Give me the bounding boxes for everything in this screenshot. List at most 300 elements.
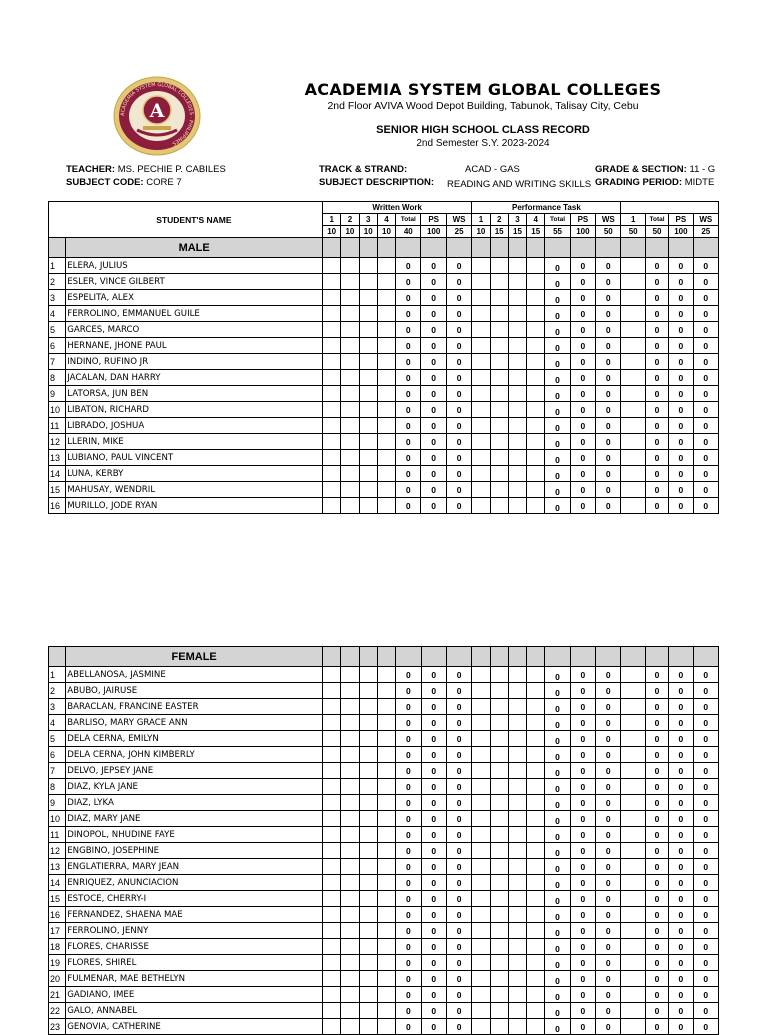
score-cell[interactable] bbox=[377, 370, 395, 386]
score-cell[interactable] bbox=[323, 843, 341, 859]
score-cell[interactable] bbox=[377, 498, 395, 514]
score-cell[interactable] bbox=[490, 354, 508, 370]
score-cell[interactable] bbox=[527, 795, 545, 811]
score-cell[interactable] bbox=[377, 386, 395, 402]
score-cell[interactable] bbox=[472, 923, 490, 939]
score-cell[interactable] bbox=[359, 306, 377, 322]
score-cell[interactable] bbox=[621, 891, 645, 907]
score-cell[interactable] bbox=[490, 322, 508, 338]
score-cell[interactable] bbox=[490, 875, 508, 891]
score-cell[interactable] bbox=[359, 811, 377, 827]
score-cell[interactable] bbox=[621, 274, 645, 290]
score-cell[interactable] bbox=[508, 955, 526, 971]
score-cell[interactable] bbox=[359, 859, 377, 875]
score-cell[interactable] bbox=[472, 731, 490, 747]
score-cell[interactable] bbox=[359, 875, 377, 891]
score-cell[interactable] bbox=[472, 907, 490, 923]
score-cell[interactable] bbox=[359, 939, 377, 955]
score-cell[interactable] bbox=[621, 747, 645, 763]
score-cell[interactable] bbox=[359, 290, 377, 306]
score-cell[interactable] bbox=[490, 370, 508, 386]
score-cell[interactable] bbox=[341, 907, 359, 923]
score-cell[interactable] bbox=[359, 322, 377, 338]
score-cell[interactable] bbox=[323, 891, 341, 907]
score-cell[interactable] bbox=[323, 811, 341, 827]
score-cell[interactable] bbox=[341, 779, 359, 795]
score-cell[interactable] bbox=[359, 418, 377, 434]
score-cell[interactable] bbox=[359, 370, 377, 386]
score-cell[interactable] bbox=[377, 907, 395, 923]
score-cell[interactable] bbox=[341, 370, 359, 386]
score-cell[interactable] bbox=[377, 482, 395, 498]
score-cell[interactable] bbox=[527, 354, 545, 370]
score-cell[interactable] bbox=[359, 955, 377, 971]
score-cell[interactable] bbox=[377, 779, 395, 795]
score-cell[interactable] bbox=[341, 1019, 359, 1035]
score-cell[interactable] bbox=[472, 763, 490, 779]
score-cell[interactable] bbox=[323, 498, 341, 514]
score-cell[interactable] bbox=[621, 466, 645, 482]
score-cell[interactable] bbox=[341, 731, 359, 747]
score-cell[interactable] bbox=[508, 434, 526, 450]
score-cell[interactable] bbox=[490, 1003, 508, 1019]
score-cell[interactable] bbox=[472, 955, 490, 971]
score-cell[interactable] bbox=[323, 1019, 341, 1035]
score-cell[interactable] bbox=[341, 859, 359, 875]
score-cell[interactable] bbox=[527, 939, 545, 955]
score-cell[interactable] bbox=[472, 450, 490, 466]
score-cell[interactable] bbox=[377, 667, 395, 683]
score-cell[interactable] bbox=[621, 699, 645, 715]
score-cell[interactable] bbox=[377, 306, 395, 322]
score-cell[interactable] bbox=[508, 1003, 526, 1019]
score-cell[interactable] bbox=[508, 795, 526, 811]
score-cell[interactable] bbox=[621, 418, 645, 434]
score-cell[interactable] bbox=[472, 875, 490, 891]
score-cell[interactable] bbox=[341, 386, 359, 402]
score-cell[interactable] bbox=[323, 418, 341, 434]
score-cell[interactable] bbox=[323, 466, 341, 482]
score-cell[interactable] bbox=[359, 731, 377, 747]
score-cell[interactable] bbox=[377, 955, 395, 971]
score-cell[interactable] bbox=[527, 683, 545, 699]
score-cell[interactable] bbox=[377, 354, 395, 370]
score-cell[interactable] bbox=[527, 875, 545, 891]
score-cell[interactable] bbox=[359, 482, 377, 498]
score-cell[interactable] bbox=[472, 370, 490, 386]
score-cell[interactable] bbox=[472, 498, 490, 514]
score-cell[interactable] bbox=[508, 763, 526, 779]
score-cell[interactable] bbox=[527, 891, 545, 907]
score-cell[interactable] bbox=[377, 290, 395, 306]
score-cell[interactable] bbox=[621, 322, 645, 338]
score-cell[interactable] bbox=[359, 386, 377, 402]
score-cell[interactable] bbox=[490, 971, 508, 987]
score-cell[interactable] bbox=[341, 274, 359, 290]
score-cell[interactable] bbox=[490, 763, 508, 779]
score-cell[interactable] bbox=[490, 699, 508, 715]
score-cell[interactable] bbox=[472, 683, 490, 699]
score-cell[interactable] bbox=[341, 667, 359, 683]
score-cell[interactable] bbox=[323, 667, 341, 683]
score-cell[interactable] bbox=[472, 1003, 490, 1019]
score-cell[interactable] bbox=[472, 354, 490, 370]
score-cell[interactable] bbox=[377, 811, 395, 827]
score-cell[interactable] bbox=[490, 683, 508, 699]
score-cell[interactable] bbox=[472, 827, 490, 843]
score-cell[interactable] bbox=[359, 1003, 377, 1019]
score-cell[interactable] bbox=[377, 402, 395, 418]
score-cell[interactable] bbox=[472, 891, 490, 907]
score-cell[interactable] bbox=[472, 715, 490, 731]
score-cell[interactable] bbox=[323, 450, 341, 466]
score-cell[interactable] bbox=[323, 923, 341, 939]
score-cell[interactable] bbox=[490, 827, 508, 843]
score-cell[interactable] bbox=[472, 306, 490, 322]
score-cell[interactable] bbox=[359, 891, 377, 907]
score-cell[interactable] bbox=[323, 386, 341, 402]
score-cell[interactable] bbox=[621, 354, 645, 370]
score-cell[interactable] bbox=[490, 386, 508, 402]
score-cell[interactable] bbox=[527, 498, 545, 514]
score-cell[interactable] bbox=[621, 875, 645, 891]
score-cell[interactable] bbox=[341, 683, 359, 699]
score-cell[interactable] bbox=[527, 971, 545, 987]
score-cell[interactable] bbox=[323, 779, 341, 795]
score-cell[interactable] bbox=[527, 306, 545, 322]
score-cell[interactable] bbox=[508, 715, 526, 731]
score-cell[interactable] bbox=[377, 939, 395, 955]
score-cell[interactable] bbox=[508, 939, 526, 955]
score-cell[interactable] bbox=[359, 699, 377, 715]
score-cell[interactable] bbox=[490, 466, 508, 482]
score-cell[interactable] bbox=[621, 434, 645, 450]
score-cell[interactable] bbox=[490, 306, 508, 322]
score-cell[interactable] bbox=[323, 370, 341, 386]
score-cell[interactable] bbox=[508, 450, 526, 466]
score-cell[interactable] bbox=[323, 290, 341, 306]
score-cell[interactable] bbox=[621, 306, 645, 322]
score-cell[interactable] bbox=[472, 811, 490, 827]
score-cell[interactable] bbox=[341, 875, 359, 891]
score-cell[interactable] bbox=[341, 450, 359, 466]
score-cell[interactable] bbox=[527, 1003, 545, 1019]
score-cell[interactable] bbox=[508, 258, 526, 274]
score-cell[interactable] bbox=[341, 715, 359, 731]
score-cell[interactable] bbox=[490, 795, 508, 811]
score-cell[interactable] bbox=[341, 971, 359, 987]
score-cell[interactable] bbox=[377, 859, 395, 875]
score-cell[interactable] bbox=[472, 482, 490, 498]
score-cell[interactable] bbox=[359, 338, 377, 354]
score-cell[interactable] bbox=[508, 338, 526, 354]
score-cell[interactable] bbox=[527, 763, 545, 779]
score-cell[interactable] bbox=[323, 939, 341, 955]
score-cell[interactable] bbox=[527, 450, 545, 466]
score-cell[interactable] bbox=[323, 434, 341, 450]
score-cell[interactable] bbox=[323, 258, 341, 274]
score-cell[interactable] bbox=[472, 466, 490, 482]
score-cell[interactable] bbox=[621, 827, 645, 843]
score-cell[interactable] bbox=[341, 498, 359, 514]
score-cell[interactable] bbox=[490, 434, 508, 450]
score-cell[interactable] bbox=[508, 306, 526, 322]
score-cell[interactable] bbox=[341, 322, 359, 338]
score-cell[interactable] bbox=[527, 290, 545, 306]
score-cell[interactable] bbox=[527, 779, 545, 795]
score-cell[interactable] bbox=[359, 274, 377, 290]
score-cell[interactable] bbox=[621, 667, 645, 683]
score-cell[interactable] bbox=[341, 482, 359, 498]
score-cell[interactable] bbox=[377, 747, 395, 763]
score-cell[interactable] bbox=[527, 987, 545, 1003]
score-cell[interactable] bbox=[490, 859, 508, 875]
score-cell[interactable] bbox=[508, 907, 526, 923]
score-cell[interactable] bbox=[508, 498, 526, 514]
score-cell[interactable] bbox=[527, 1019, 545, 1035]
score-cell[interactable] bbox=[490, 482, 508, 498]
score-cell[interactable] bbox=[508, 354, 526, 370]
score-cell[interactable] bbox=[341, 795, 359, 811]
score-cell[interactable] bbox=[341, 466, 359, 482]
score-cell[interactable] bbox=[527, 370, 545, 386]
score-cell[interactable] bbox=[490, 747, 508, 763]
score-cell[interactable] bbox=[508, 875, 526, 891]
score-cell[interactable] bbox=[323, 482, 341, 498]
score-cell[interactable] bbox=[323, 699, 341, 715]
score-cell[interactable] bbox=[508, 418, 526, 434]
score-cell[interactable] bbox=[341, 418, 359, 434]
score-cell[interactable] bbox=[377, 971, 395, 987]
score-cell[interactable] bbox=[323, 955, 341, 971]
score-cell[interactable] bbox=[341, 354, 359, 370]
score-cell[interactable] bbox=[490, 955, 508, 971]
score-cell[interactable] bbox=[621, 907, 645, 923]
score-cell[interactable] bbox=[377, 843, 395, 859]
score-cell[interactable] bbox=[490, 667, 508, 683]
score-cell[interactable] bbox=[621, 987, 645, 1003]
score-cell[interactable] bbox=[621, 498, 645, 514]
score-cell[interactable] bbox=[508, 731, 526, 747]
score-cell[interactable] bbox=[359, 971, 377, 987]
score-cell[interactable] bbox=[323, 827, 341, 843]
score-cell[interactable] bbox=[323, 1003, 341, 1019]
score-cell[interactable] bbox=[359, 715, 377, 731]
score-cell[interactable] bbox=[359, 779, 377, 795]
score-cell[interactable] bbox=[359, 843, 377, 859]
score-cell[interactable] bbox=[621, 763, 645, 779]
score-cell[interactable] bbox=[377, 715, 395, 731]
score-cell[interactable] bbox=[621, 955, 645, 971]
score-cell[interactable] bbox=[490, 258, 508, 274]
score-cell[interactable] bbox=[323, 402, 341, 418]
score-cell[interactable] bbox=[359, 450, 377, 466]
score-cell[interactable] bbox=[490, 779, 508, 795]
score-cell[interactable] bbox=[359, 747, 377, 763]
score-cell[interactable] bbox=[377, 891, 395, 907]
score-cell[interactable] bbox=[621, 370, 645, 386]
score-cell[interactable] bbox=[323, 354, 341, 370]
score-cell[interactable] bbox=[377, 1019, 395, 1035]
score-cell[interactable] bbox=[341, 402, 359, 418]
score-cell[interactable] bbox=[508, 971, 526, 987]
score-cell[interactable] bbox=[508, 402, 526, 418]
score-cell[interactable] bbox=[377, 418, 395, 434]
score-cell[interactable] bbox=[472, 971, 490, 987]
score-cell[interactable] bbox=[508, 466, 526, 482]
score-cell[interactable] bbox=[527, 747, 545, 763]
score-cell[interactable] bbox=[341, 843, 359, 859]
score-cell[interactable] bbox=[472, 338, 490, 354]
score-cell[interactable] bbox=[377, 338, 395, 354]
score-cell[interactable] bbox=[377, 731, 395, 747]
score-cell[interactable] bbox=[377, 322, 395, 338]
score-cell[interactable] bbox=[527, 827, 545, 843]
score-cell[interactable] bbox=[323, 274, 341, 290]
score-cell[interactable] bbox=[621, 258, 645, 274]
score-cell[interactable] bbox=[377, 923, 395, 939]
score-cell[interactable] bbox=[508, 699, 526, 715]
score-cell[interactable] bbox=[527, 731, 545, 747]
score-cell[interactable] bbox=[377, 434, 395, 450]
score-cell[interactable] bbox=[341, 987, 359, 1003]
score-cell[interactable] bbox=[508, 482, 526, 498]
score-cell[interactable] bbox=[341, 1003, 359, 1019]
score-cell[interactable] bbox=[527, 434, 545, 450]
score-cell[interactable] bbox=[359, 923, 377, 939]
score-cell[interactable] bbox=[527, 322, 545, 338]
score-cell[interactable] bbox=[359, 402, 377, 418]
score-cell[interactable] bbox=[527, 402, 545, 418]
score-cell[interactable] bbox=[359, 763, 377, 779]
score-cell[interactable] bbox=[341, 434, 359, 450]
score-cell[interactable] bbox=[621, 939, 645, 955]
score-cell[interactable] bbox=[621, 386, 645, 402]
score-cell[interactable] bbox=[508, 811, 526, 827]
score-cell[interactable] bbox=[377, 827, 395, 843]
score-cell[interactable] bbox=[527, 466, 545, 482]
score-cell[interactable] bbox=[527, 843, 545, 859]
score-cell[interactable] bbox=[323, 987, 341, 1003]
score-cell[interactable] bbox=[621, 811, 645, 827]
score-cell[interactable] bbox=[490, 290, 508, 306]
score-cell[interactable] bbox=[323, 683, 341, 699]
score-cell[interactable] bbox=[508, 891, 526, 907]
score-cell[interactable] bbox=[508, 274, 526, 290]
score-cell[interactable] bbox=[508, 322, 526, 338]
score-cell[interactable] bbox=[377, 699, 395, 715]
score-cell[interactable] bbox=[527, 923, 545, 939]
score-cell[interactable] bbox=[621, 859, 645, 875]
score-cell[interactable] bbox=[472, 779, 490, 795]
score-cell[interactable] bbox=[527, 482, 545, 498]
score-cell[interactable] bbox=[490, 715, 508, 731]
score-cell[interactable] bbox=[377, 466, 395, 482]
score-cell[interactable] bbox=[527, 258, 545, 274]
score-cell[interactable] bbox=[472, 290, 490, 306]
score-cell[interactable] bbox=[472, 795, 490, 811]
score-cell[interactable] bbox=[341, 699, 359, 715]
score-cell[interactable] bbox=[490, 402, 508, 418]
score-cell[interactable] bbox=[490, 731, 508, 747]
score-cell[interactable] bbox=[472, 402, 490, 418]
score-cell[interactable] bbox=[621, 450, 645, 466]
score-cell[interactable] bbox=[359, 795, 377, 811]
score-cell[interactable] bbox=[621, 683, 645, 699]
score-cell[interactable] bbox=[359, 498, 377, 514]
score-cell[interactable] bbox=[527, 338, 545, 354]
score-cell[interactable] bbox=[341, 923, 359, 939]
score-cell[interactable] bbox=[621, 971, 645, 987]
score-cell[interactable] bbox=[508, 779, 526, 795]
score-cell[interactable] bbox=[377, 258, 395, 274]
score-cell[interactable] bbox=[323, 875, 341, 891]
score-cell[interactable] bbox=[323, 731, 341, 747]
score-cell[interactable] bbox=[341, 891, 359, 907]
score-cell[interactable] bbox=[359, 667, 377, 683]
score-cell[interactable] bbox=[508, 859, 526, 875]
score-cell[interactable] bbox=[323, 971, 341, 987]
score-cell[interactable] bbox=[341, 955, 359, 971]
score-cell[interactable] bbox=[621, 731, 645, 747]
score-cell[interactable] bbox=[323, 907, 341, 923]
score-cell[interactable] bbox=[341, 338, 359, 354]
score-cell[interactable] bbox=[359, 434, 377, 450]
score-cell[interactable] bbox=[490, 274, 508, 290]
score-cell[interactable] bbox=[527, 955, 545, 971]
score-cell[interactable] bbox=[490, 939, 508, 955]
score-cell[interactable] bbox=[323, 306, 341, 322]
score-cell[interactable] bbox=[377, 987, 395, 1003]
score-cell[interactable] bbox=[508, 827, 526, 843]
score-cell[interactable] bbox=[621, 1019, 645, 1035]
score-cell[interactable] bbox=[621, 290, 645, 306]
score-cell[interactable] bbox=[621, 482, 645, 498]
score-cell[interactable] bbox=[472, 1019, 490, 1035]
score-cell[interactable] bbox=[359, 466, 377, 482]
score-cell[interactable] bbox=[472, 667, 490, 683]
score-cell[interactable] bbox=[377, 274, 395, 290]
score-cell[interactable] bbox=[359, 258, 377, 274]
score-cell[interactable] bbox=[472, 843, 490, 859]
score-cell[interactable] bbox=[490, 987, 508, 1003]
score-cell[interactable] bbox=[377, 875, 395, 891]
score-cell[interactable] bbox=[472, 939, 490, 955]
score-cell[interactable] bbox=[508, 843, 526, 859]
score-cell[interactable] bbox=[490, 811, 508, 827]
score-cell[interactable] bbox=[359, 907, 377, 923]
score-cell[interactable] bbox=[359, 354, 377, 370]
score-cell[interactable] bbox=[472, 258, 490, 274]
score-cell[interactable] bbox=[490, 450, 508, 466]
score-cell[interactable] bbox=[508, 987, 526, 1003]
score-cell[interactable] bbox=[621, 715, 645, 731]
score-cell[interactable] bbox=[490, 338, 508, 354]
score-cell[interactable] bbox=[508, 747, 526, 763]
score-cell[interactable] bbox=[490, 843, 508, 859]
score-cell[interactable] bbox=[490, 923, 508, 939]
score-cell[interactable] bbox=[508, 290, 526, 306]
score-cell[interactable] bbox=[323, 763, 341, 779]
score-cell[interactable] bbox=[472, 434, 490, 450]
score-cell[interactable] bbox=[527, 859, 545, 875]
score-cell[interactable] bbox=[621, 843, 645, 859]
score-cell[interactable] bbox=[341, 939, 359, 955]
score-cell[interactable] bbox=[341, 258, 359, 274]
score-cell[interactable] bbox=[323, 322, 341, 338]
score-cell[interactable] bbox=[527, 667, 545, 683]
score-cell[interactable] bbox=[472, 386, 490, 402]
